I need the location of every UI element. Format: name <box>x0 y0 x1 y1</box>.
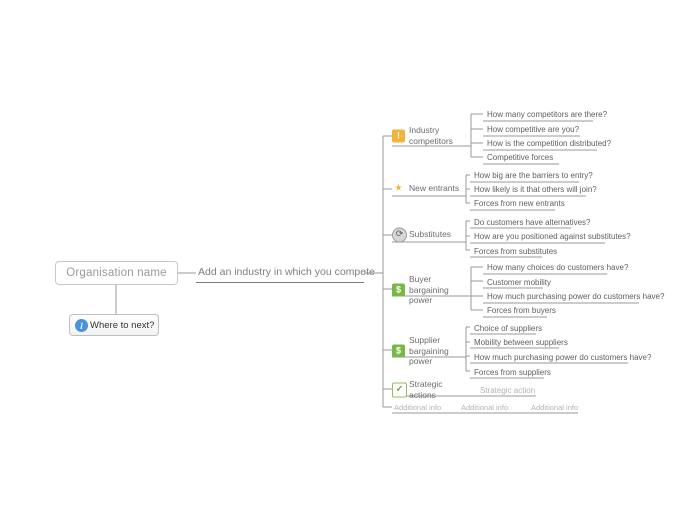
leaf-node[interactable] <box>485 135 612 149</box>
industry-node[interactable] <box>196 262 375 283</box>
branch-label: New entrants <box>409 183 460 194</box>
leaf-node[interactable] <box>485 274 555 288</box>
branch-label: Substitutes <box>409 229 452 240</box>
leaf-label: How are you positioned against substitutes? <box>474 232 631 241</box>
root-node[interactable] <box>55 261 178 285</box>
leaf-node[interactable] <box>472 334 567 348</box>
leaf-node[interactable] <box>485 288 665 302</box>
branch-label: Strategic actions <box>409 378 443 400</box>
leaf-label: How much purchasing power do customers have? <box>487 292 665 301</box>
leaf-label: Strategic action <box>480 386 536 395</box>
leaf-node[interactable] <box>472 181 597 195</box>
where-to-next-node[interactable] <box>69 314 159 336</box>
leaf-node[interactable] <box>472 349 652 363</box>
leaf-label: Forces from buyers <box>487 306 556 315</box>
branch-label: Supplier bargaining power <box>409 335 449 367</box>
leaf-node[interactable] <box>485 302 565 316</box>
leaf-node[interactable] <box>472 228 631 242</box>
leaf-node[interactable] <box>478 383 548 396</box>
leaf-label: How likely is it that others will join? <box>474 185 597 194</box>
substitute-icon: ⟳ <box>392 227 407 242</box>
additional-info-label: Additional info <box>461 403 509 412</box>
branch-new-entrants[interactable] <box>392 182 464 195</box>
root-node-label: Organisation name <box>66 267 167 279</box>
leaf-node[interactable] <box>472 214 591 228</box>
leaf-node[interactable] <box>485 106 608 120</box>
leaf-label: How big are the barriers to entry? <box>474 171 593 180</box>
leaf-label: Customer mobility <box>487 278 552 287</box>
branch-strategic-actions[interactable] <box>392 378 467 400</box>
branch-buyer-bargaining-power[interactable] <box>392 276 454 304</box>
additional-info-node[interactable] <box>529 400 581 413</box>
leaf-node[interactable] <box>472 195 567 209</box>
leaf-node[interactable] <box>485 121 595 135</box>
industry-node-label: Add an industry in which you compete <box>198 266 375 278</box>
branch-label: Industry competitors <box>409 125 453 146</box>
leaf-label: Forces from suppliers <box>474 368 551 377</box>
leaf-label: How many choices do customers have? <box>487 263 629 272</box>
additional-info-label: Additional info <box>531 403 579 412</box>
branch-substitutes[interactable] <box>392 228 464 241</box>
leaf-node[interactable] <box>472 243 558 257</box>
warning-icon: ! <box>392 130 405 143</box>
money-icon: $ <box>392 284 405 297</box>
leaf-label: How competitive are you? <box>487 125 580 134</box>
leaf-label: Choice of suppliers <box>474 324 543 333</box>
leaf-node[interactable] <box>485 259 629 273</box>
leaf-label: Competitive forces <box>487 153 554 162</box>
branch-industry-competitors[interactable] <box>392 126 464 146</box>
leaf-label: Do customers have alternatives? <box>474 218 591 227</box>
leaf-label: Forces from new entrants <box>474 199 565 208</box>
leaf-label: How much purchasing power do customers have? <box>474 353 652 362</box>
additional-info-label: Additional info <box>394 403 442 412</box>
leaf-node[interactable] <box>485 149 575 163</box>
check-icon: ✓ <box>392 382 407 397</box>
money-icon: $ <box>392 345 405 358</box>
leaf-node[interactable] <box>472 320 542 334</box>
star-icon: ★ <box>394 182 403 193</box>
leaf-label: How is the competition distributed? <box>487 139 612 148</box>
leaf-label: How many competitors are there? <box>487 110 608 119</box>
info-icon: i <box>75 319 88 332</box>
leaf-node[interactable] <box>472 364 552 378</box>
additional-info-node[interactable] <box>459 400 511 413</box>
additional-info-node[interactable] <box>392 400 444 413</box>
where-to-next-label: Where to next? <box>90 319 155 331</box>
leaf-node[interactable] <box>472 167 593 181</box>
branch-label: Buyer bargaining power <box>409 274 449 306</box>
leaf-label: Forces from substitutes <box>474 247 558 256</box>
branch-supplier-bargaining-power[interactable] <box>392 337 454 365</box>
leaf-label: Mobility between suppliers <box>474 338 568 347</box>
